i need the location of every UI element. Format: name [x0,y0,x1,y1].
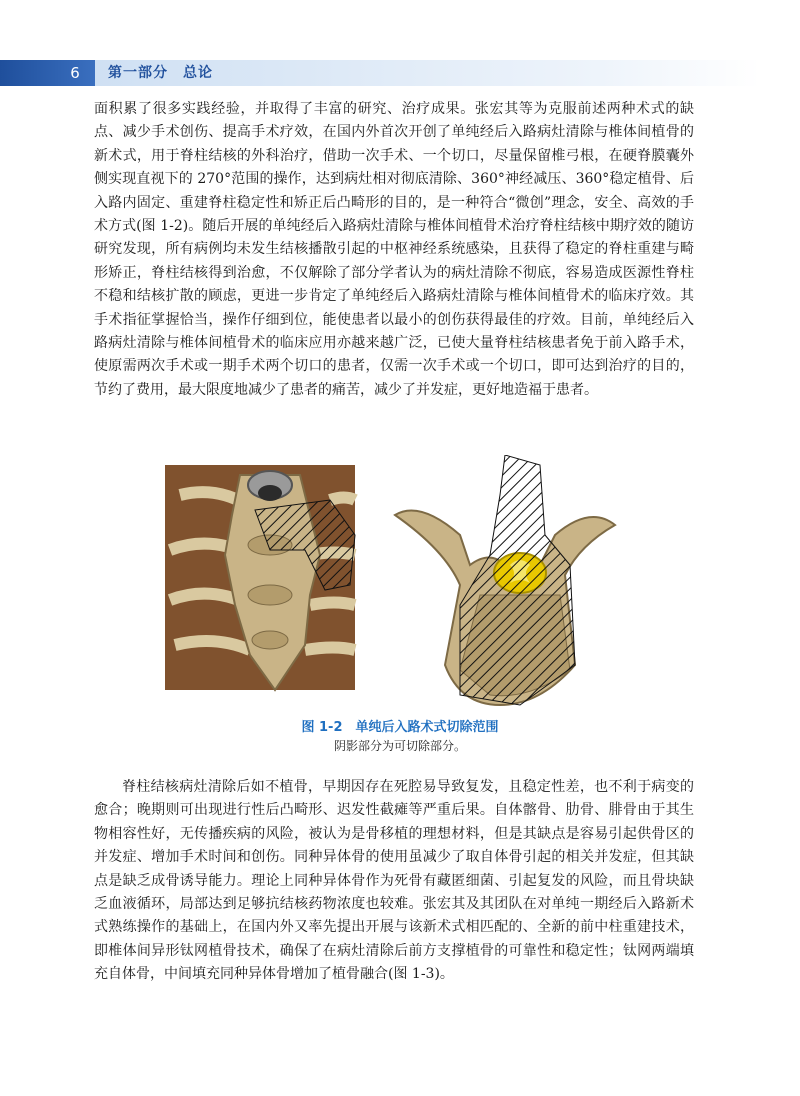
body-paragraph-1: 面积累了很多实践经验，并取得了丰富的研究、治疗成果。张宏其等为克服前述两种术式的缺点、减少手术创伤、提高手术疗效，在国内外首次开创了单纯经后入路病灶清除与椎体间植骨的新术式，用于脊柱结核的外科治疗，借助一次手术、一个切口，尽量保留椎弓根，在硬脊膜囊外侧实现直视下的 270°范围的操作，达到病灶相对彻底清除、360°神经减压、360°稳定植骨、后入路内固定、重建脊柱稳定性和矫正后凸畸形的目的，是一种符合“微创”理念，安全、高效的手术方式(图 1-2)。随后开展的单纯经后入路病灶清除与椎体间植骨术治疗脊柱结核中期疗效的随访研究发现，所有病例均未发生结核播散引起的中枢神经系统感染，且获得了稳定的脊柱重建与畸形矫正，脊柱结核得到治愈，不仅解除了部分学者认为的病灶清除不彻底，容易造成医源性脊柱不稳和结核扩散的顾虑，更进一步肯定了单纯经后入路病灶清除与椎体间植骨术的临床疗效。其手术指征掌握恰当，操作仔细到位，能使患者以最小的创伤获得最佳的疗效。目前，单纯经后入路病灶清除与椎体间植骨术的临床应用亦越来越广泛，已使大量脊柱结核患者免于前入路手术，使原需两次手术或一期手术两个切口的患者，仅需一次手术或一个切口，即可达到治疗的目的，节约了费用，最大限度地减少了患者的痛苦，减少了并发症，更好地造福于患者。 [94,101,694,398]
axial-vertebra-view [395,455,615,710]
spine-illustration [160,455,630,710]
figure-1-2 [160,455,630,710]
running-header [0,60,800,86]
figure-caption-title: 图 1-2 单纯后入路术式切除范围 [301,720,499,735]
body-paragraph-2: 脊柱结核病灶清除后如不植骨，早期因存在死腔易导致复发，且稳定性差，也不利于病变的愈合；晚期则可出现进行性后凸畸形、迟发性截瘫等严重后果。自体髂骨、肋骨、腓骨由于其生物相容性好，无传播疾病的风险，被认为是骨移植的理想材料，但是其缺点是容易引起供骨区的并发症、增加手术时间和创伤。同种异体骨的使用虽减少了取自体骨引起的相关并发症，但其缺点是缺乏成骨诱导能力。理论上同种异体骨作为死骨有藏匿细菌、引起复发的风险，而且骨块缺乏血液循环，局部达到足够抗结核药物浓度也较难。张宏其及其团队在对单纯一期经后入路新术式熟练操作的基础上，在国内外又率先提出开展与该新术式相匹配的、全新的前中柱重建技术，即椎体间异形钛网植骨技术，确保了在病灶清除后前方支撑植骨的可靠性和稳定性；钛网两端填充自体骨，中间填充同种异体骨增加了植骨融合(图 1-3)。 [94,779,694,983]
figure-caption-note: 阴影部分为可切除部分。 [333,739,466,753]
page-number: 6 [70,64,80,82]
section-title: 第一部分 总论 [108,65,213,81]
posterior-spine-view [160,455,360,705]
